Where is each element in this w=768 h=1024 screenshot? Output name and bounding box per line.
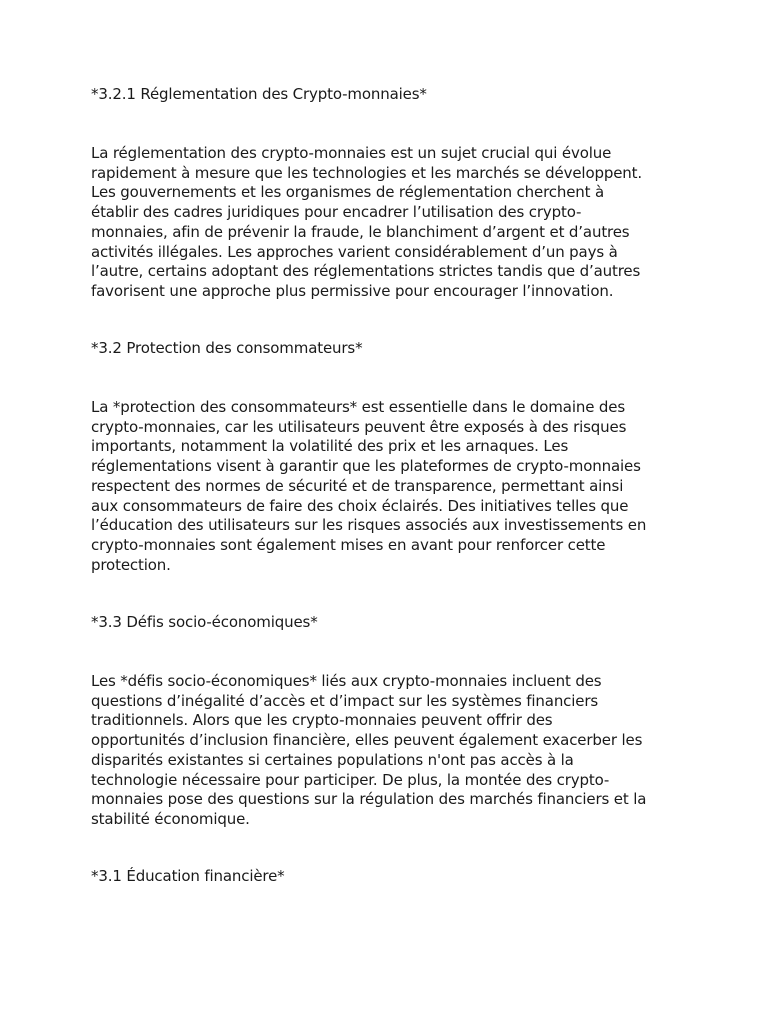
section-heading-financial-education: *3.1 Éducation financière*: [91, 867, 285, 885]
section-paragraph-consumer-protection: La *protection des consommateurs* est essentielle dans le domaine des crypto-monnaies, car les utilisateurs peuvent être exposés à des risques importants, notamment la volatilité des prix et les arnaques. Les réglementations visent à garantir que les plateformes de crypto-monnaies respectent des normes de sécurité et de transparence, permettant ainsi aux consommateurs de faire des choix éclairés. Des initiatives telles que l’éducation des utilisateurs sur les risques associés aux investissements en crypto-monnaies sont également mises en avant pour renforcer cette protection.: [91, 398, 647, 574]
section-paragraph-regulation: La réglementation des crypto-monnaies est un sujet crucial qui évolue rapidement à mesure que les technologies et les marchés se développent. Les gouvernements et les organismes de réglementation cherchent à établir des cadres juridiques pour encadrer l’utilisation des crypto- monnaies, afin de prévenir la fraude, le blanchiment d’argent et d’autres activités illégales. Les approches varient considérablement d’un pays à l’autre, certains adoptant des réglementations strictes tandis que d’autres favorisent une approche plus permissive pour encourager l’innovation.: [91, 144, 643, 300]
section-heading-socio-economic: *3.3 Défis socio-économiques*: [91, 613, 318, 631]
section-heading-regulation: *3.2.1 Réglementation des Crypto-monnaies*: [91, 85, 427, 103]
section-paragraph-socio-economic: Les *défis socio-économiques* liés aux crypto-monnaies incluent des questions d’inégalité d’accès et d’impact sur les systèmes financiers traditionnels. Alors que les crypto-monnaies peuvent offrir des opportunités d’inclusion financière, elles peuvent également exacerber les disparités existantes si certaines populations n'ont pas accès à la technologie nécessaire pour participer. De plus, la montée des crypto- monnaies pose des questions sur la régulation des marchés financiers et la stabilité économique.: [91, 672, 647, 828]
section-heading-consumer-protection: *3.2 Protection des consommateurs*: [91, 339, 363, 357]
